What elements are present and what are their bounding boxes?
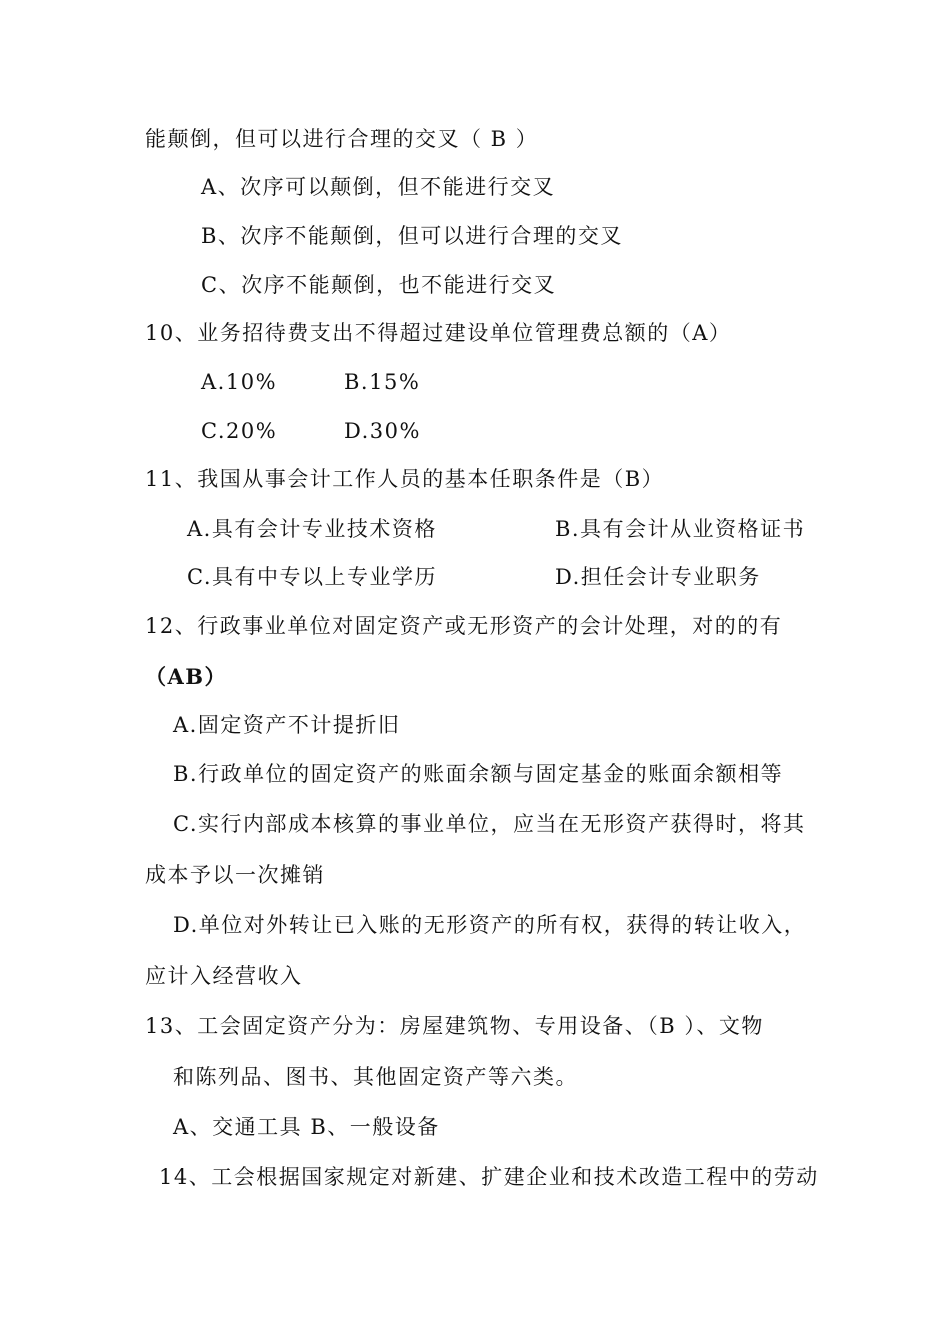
q12-option-b: B.行政单位的固定资产的账面余额与固定基金的账面余额相等 [173,762,784,786]
q11-option-b: B.具有会计从业资格证书 [555,517,806,541]
continuation-line: 能颠倒，但可以进行合理的交叉（ B ） [145,127,539,151]
q12-option-d-cont: 应计入经营收入 [145,964,303,988]
q10-option-d: D.30% [344,419,421,443]
q11-option-a: A.具有会计专业技术资格 [187,517,437,541]
q12-option-a: A.固定资产不计提折旧 [173,713,401,737]
q11-option-d: D.担任会计专业职务 [555,565,761,589]
question-13: 13、工会固定资产分为：房屋建筑物、专用设备、（B ）、文物 [145,1014,764,1038]
q12-option-d: D.单位对外转让已入账的无形资产的所有权，获得的转让收入， [173,913,807,937]
q12-option-c-cont: 成本予以一次摊销 [145,863,325,887]
option-b: B、次序不能颠倒，但可以进行合理的交叉 [201,224,623,248]
question-12: 12、行政事业单位对固定资产或无形资产的会计处理，对的的有 [145,614,783,638]
q12-answer: （AB） [145,664,228,689]
question-10: 10、业务招待费支出不得超过建设单位管理费总额的（A） [145,321,732,345]
q10-option-c: C.20% [201,419,278,443]
q11-option-c: C.具有中专以上专业学历 [187,565,437,589]
q10-option-b: B.15% [344,370,421,394]
question-13-cont: 和陈列品、图书、其他固定资产等六类。 [173,1065,578,1089]
question-11: 11、我国从事会计工作人员的基本任职条件是（B） [145,467,665,491]
question-14: 14、工会根据国家规定对新建、扩建企业和技术改造工程中的劳动 [159,1165,819,1189]
option-a: A、次序可以颠倒，但不能进行交叉 [201,175,556,199]
q13-options: A、交通工具 B、一般设备 [173,1115,440,1139]
option-c: C、次序不能颠倒，也不能进行交叉 [201,273,557,297]
q12-option-c: C.实行内部成本核算的事业单位，应当在无形资产获得时，将其 [173,812,806,836]
q10-option-a: A.10% [201,370,278,394]
